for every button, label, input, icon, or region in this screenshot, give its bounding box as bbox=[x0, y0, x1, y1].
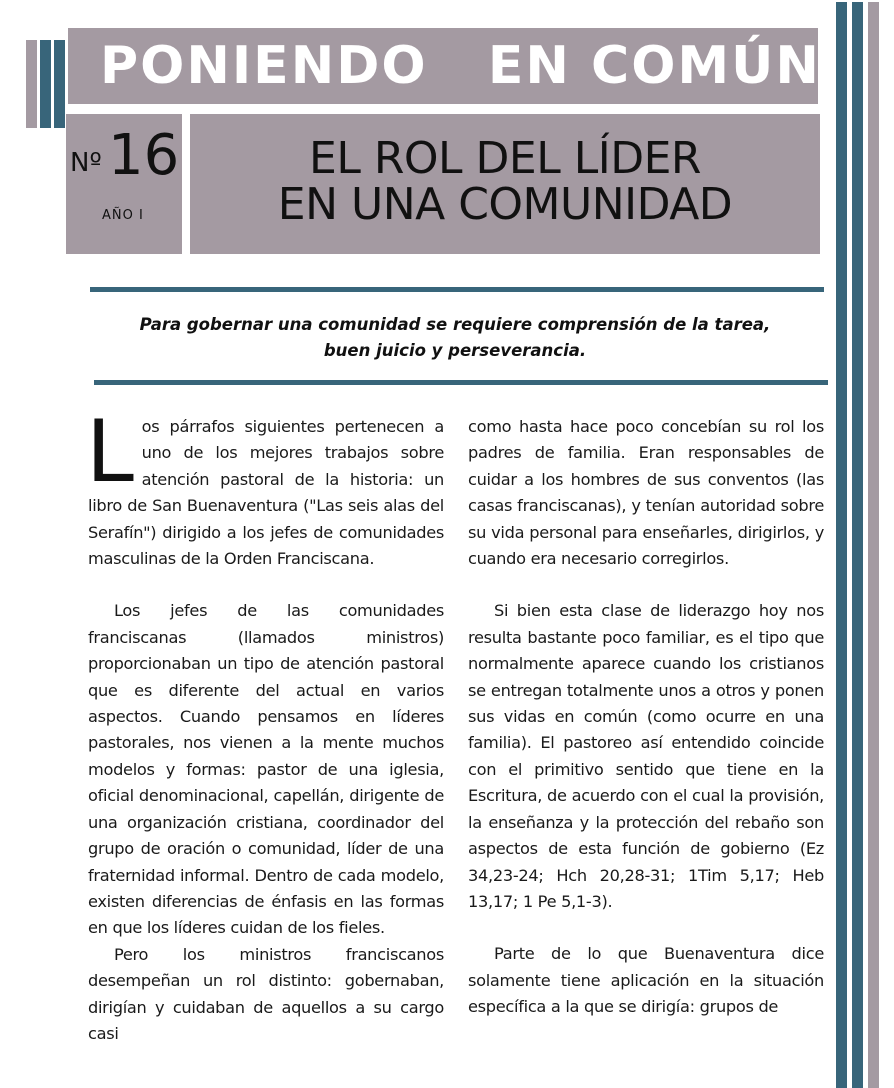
masthead-title: PONIENDO EN COMÚN bbox=[100, 36, 821, 96]
issue-year: AÑO I bbox=[102, 208, 144, 223]
left-column bbox=[86, 402, 444, 1047]
drop-cap: L bbox=[86, 402, 134, 502]
right-paragraph-3: Parte de lo que Buenaventura dice solamente tiene aplicación en la situación específica a la que se dirigía: grupos de bbox=[468, 944, 824, 1017]
right-paragraph-2: Si bien esta clase de liderazgo hoy nos resulta bastante poco familiar, es el tipo que normalmente aparece cuando los cristianos se entregan totalmente unos a otros y ponen sus vidas en común (como ocurre en una familia). El pastoreo así entendido coincide con el primitivo sentido que tiene en la Escritura, de acuerdo con el cual la provisión, la enseñanza y la protección del rebaño son aspectos de esta función de gobierno (Ez 34,23-24; Hch 20,28-31; 1Tim 5,17; Heb 13,17; 1 Pe 5,1-3). bbox=[468, 601, 824, 911]
left-paragraph-3: Pero los ministros franciscanos desempeñan un rol distinto: gobernaban, dirigían y cuidaban de aquellos a su cargo casi bbox=[88, 944, 444, 1043]
lead-line-1: Para gobernar una comunidad se requiere comprensión de la tarea, bbox=[139, 315, 771, 334]
paragraph-gap bbox=[88, 572, 444, 598]
lead-text bbox=[110, 312, 800, 364]
right-paragraph-1: como hasta hace poco concebían su rol los padres de familia. Eran responsables de cuidar a los hombres de sus conventos (las casas franciscanas), y tenían autoridad sobre su vida personal para enseñarles, dirigirlos, y cuando era necesario corregirlos. bbox=[468, 417, 824, 569]
decor-bar-right-3 bbox=[868, 2, 879, 1088]
decor-bar-left-2 bbox=[40, 40, 51, 128]
left-paragraph-2: Los jefes de las comunidades franciscanas (llamados ministros) proporcionaban un tipo de atención pastoral que es diferente del actual en varios aspectos. Cuando pensamos en líderes pastorales, nos vienen a la mente muchos modelos y formas: pastor de una iglesia, oficial denominacional, capellán, dirigente de una organización cristiana, coordinador del grupo de oración o comunidad, líder de una fraternidad informal. Dentro de cada modelo, existen diferencias de énfasis en las formas en que los líderes cuidan de los fieles. bbox=[88, 601, 444, 938]
right-column bbox=[468, 414, 824, 1021]
paragraph-gap bbox=[468, 915, 824, 941]
lead-line-2: buen juicio y perseverancia. bbox=[323, 341, 587, 360]
top-rule bbox=[90, 287, 824, 292]
title-line-2: EN UNA COMUNIDAD bbox=[277, 179, 733, 230]
issue-number: 16 bbox=[108, 123, 180, 188]
left-paragraph-1 bbox=[86, 402, 444, 572]
paragraph-gap bbox=[468, 572, 824, 598]
decor-bar-right-1 bbox=[836, 2, 847, 1088]
decor-bar-left-1 bbox=[26, 40, 37, 128]
issue-prefix: Nº bbox=[70, 148, 102, 178]
decor-bar-right-2 bbox=[852, 2, 863, 1088]
title-line-1: EL ROL DEL LÍDER bbox=[309, 133, 701, 184]
left-paragraph-1-text: os párrafos siguientes pertenecen a uno de los mejores trabajos sobre atención pastoral de la historia: un libro de San Buenaventura ("Las seis alas del Serafín") dirigido a los jefes de comunidades masculinas de la Orden Franciscana. bbox=[88, 417, 444, 569]
article-title bbox=[190, 133, 820, 230]
decor-bar-left-3 bbox=[54, 40, 65, 128]
bottom-rule bbox=[94, 380, 828, 385]
